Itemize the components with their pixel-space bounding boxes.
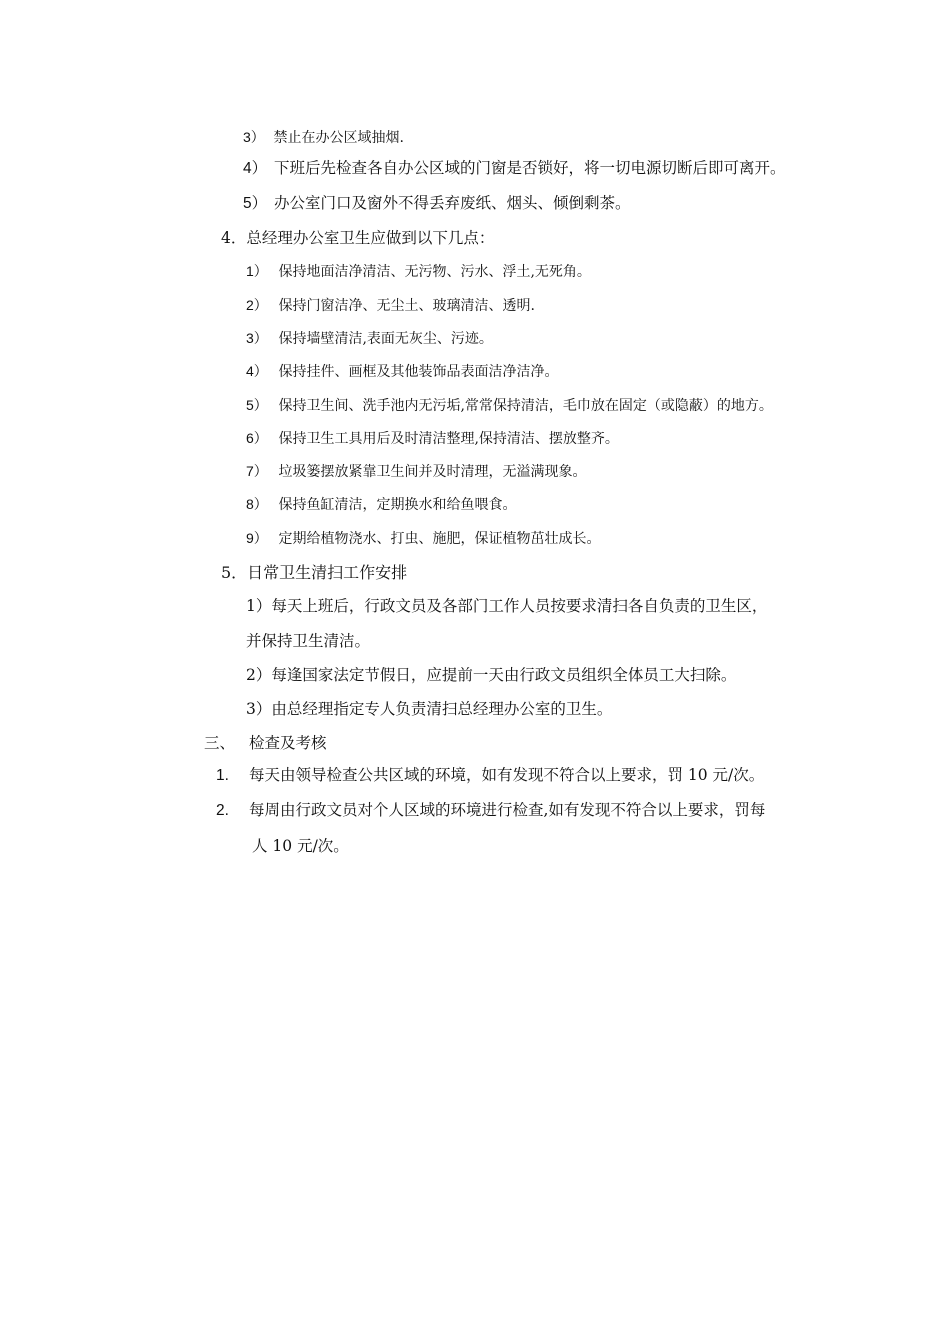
office-rule-number: 5） [243,195,268,212]
office-rule-text: 禁止在办公区域抽烟. [273,130,404,146]
gm-office-item-text: 保持卫生工具用后及时清洁整理,保持清洁、摆放整齐。 [278,431,619,447]
inspection-heading-number: 三、 [204,734,236,752]
gm-office-item [246,298,535,313]
gm-office-item [246,431,619,446]
gm-office-item [246,531,600,546]
office-rule-number: 3） [243,129,265,145]
gm-office-item-number: 9） [246,530,268,546]
gm-office-item-text: 保持地面洁净清洁、无污物、污水、浮土,无死角。 [278,264,591,280]
gm-office-heading: 4．总经理办公室卫生应做到以下几点： [221,229,495,247]
gm-office-item-number: 5） [246,397,268,413]
office-rule-text: 下班后先检查各自办公区域的门窗是否锁好，将一切电源切断后即可离开。 [273,159,786,177]
inspection-item-number: 1. [216,767,229,784]
office-rule-item [243,130,404,145]
daily-cleaning-item-2: 2）每逢国家法定节假日，应提前一天由行政文员组织全体员工大扫除。 [246,666,737,684]
gm-office-item-number: 7） [246,463,268,479]
inspection-heading-text: 检查及考核 [248,734,327,752]
gm-office-item-text: 保持挂件、画框及其他装饰品表面洁净洁净。 [278,364,559,380]
gm-office-item-text: 保持门窗洁净、无尘土、玻璃清洁、透明. [278,298,535,314]
inspection-item [216,768,764,784]
office-rule-item [243,161,785,177]
inspection-item [216,803,765,819]
inspection-item-continued: 人 10 元/次。 [252,837,349,855]
gm-office-item [246,364,558,379]
gm-office-item-text: 保持卫生间、洗手池内无污垢,常常保持清洁，毛巾放在固定（或隐蔽）的地方。 [278,398,773,414]
gm-office-item [246,264,591,279]
gm-office-item [246,398,773,413]
office-rule-number: 4） [243,160,268,177]
office-rule-text: 办公室门口及窗外不得丢弃废纸、烟头、倾倒剩茶。 [273,194,631,212]
inspection-item-text: 每天由领导检查公共区域的环境，如有发现不符合以上要求，罚 10 元/次。 [248,766,765,784]
daily-cleaning-item-1-continued: 并保持卫生清洁。 [246,632,371,650]
gm-office-item-text: 定期给植物浇水、打虫、施肥，保证植物茁壮成长。 [278,531,601,547]
gm-office-item [246,331,493,346]
daily-cleaning-item-1: 1）每天上班后，行政文员及各部门工作人员按要求清扫各自负责的卫生区， [246,597,768,615]
gm-office-item-number: 8） [246,496,268,512]
gm-office-item-number: 6） [246,430,268,446]
gm-office-item-text: 垃圾篓摆放紧靠卫生间并及时清理，无溢满现象。 [278,464,587,480]
gm-office-item-text: 保持鱼缸清洁，定期换水和给鱼喂食。 [278,497,517,513]
office-rule-item [243,196,630,212]
gm-office-item-text: 保持墙壁清洁,表面无灰尘、污迹。 [278,331,493,347]
inspection-item-number: 2. [216,802,229,819]
gm-office-item-number: 3） [246,330,268,346]
gm-office-item-number: 1） [246,263,268,279]
inspection-heading [204,736,326,752]
daily-cleaning-item-3: 3）由总经理指定专人负责清扫总经理办公室的卫生。 [246,700,613,718]
gm-office-item-number: 2） [246,297,268,313]
gm-office-item [246,497,516,512]
daily-cleaning-heading: 5．日常卫生清扫工作安排 [221,563,408,582]
inspection-item-text: 每周由行政文员对个人区域的环境进行检查,如有发现不符合以上要求，罚每 [248,801,766,819]
gm-office-item [246,464,586,479]
gm-office-item-number: 4） [246,363,268,379]
